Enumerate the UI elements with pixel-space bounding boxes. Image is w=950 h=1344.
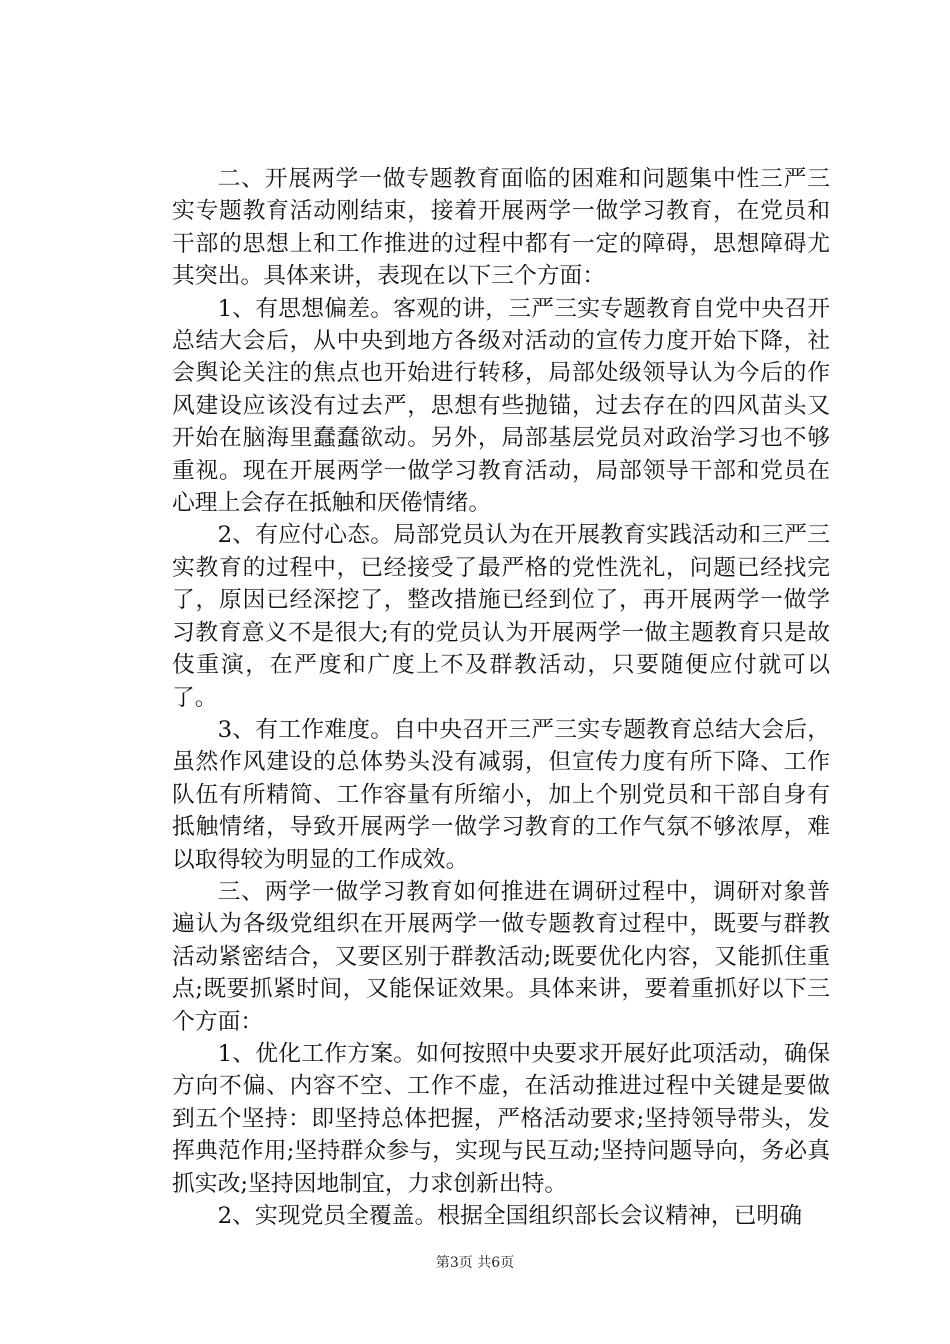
paragraph-work-difficulty: 3、有工作难度。自中央召开三严三实专题教育总结大会后，虽然作风建设的总体势头没有减弱，但宣传力度有所下降、工作队伍有所精简、工作容量有所缩小，加上个别党员和干部自身有抵触情绪，导致开展两学一做学习教育的工作气氛不够浓厚，难以取得较为明显的工作成效。: [172, 716, 830, 873]
paragraph-perfunctory-attitude: 2、有应付心态。局部党员认为在开展教育实践活动和三严三实教育的过程中，已经接受了最严格的党性洗礼，问题已经找完了，原因已经深挖了，整改措施已经到位了，再开展两学一做学习教育意义不是很大;有的党员认为开展两学一做主题教育只是故伎重演，在严度和广度上不及群教活动，只要随便应付就可以了。: [172, 522, 830, 711]
page-footer: [0, 1254, 950, 1272]
document-body: [172, 163, 830, 1232]
paragraph-optimize-plan: 1、优化工作方案。如何按照中央要求开展好此项活动，确保方向不偏、内容不空、工作不虚，在活动推进过程中关键是要做到五个坚持：即坚持总体把握，严格活动要求;坚持领导带头，发挥典范作用;坚持群众参与，实现与民互动;坚持问题导向，务必真抓实改;坚持因地制宜，力求创新出特。: [172, 1040, 830, 1197]
paragraph-ideological-deviation: 1、有思想偏差。客观的讲，三严三实专题教育自党中央召开总结大会后，从中央到地方各级对活动的宣传力度开始下降，社会舆论关注的焦点也开始进行转移，局部处级领导认为今后的作风建设应该没有过去严，思想有些抛锚，过去存在的四风苗头又开始在脑海里蠢蠢欲动。另外，局部基层党员对政治学习也不够重视。现在开展两学一做学习教育活动，局部领导干部和党员在心理上会存在抵触和厌倦情绪。: [172, 295, 830, 517]
paragraph-section-two-intro: 二、开展两学一做专题教育面临的困难和问题集中性三严三实专题教育活动刚结束，接着开展两学一做学习教育，在党员和干部的思想上和工作推进的过程中都有一定的障碍，思想障碍尤其突出。具体来讲，表现在以下三个方面：: [172, 166, 830, 290]
paragraph-full-coverage: 2、实现党员全覆盖。根据全国组织部长会议精神，已明确: [217, 1203, 803, 1229]
paragraph-section-three-intro: 三、两学一做学习教育如何推进在调研过程中，调研对象普遍认为各级党组织在开展两学一做专题教育过程中，既要与群教活动紧密结合，又要区别于群教活动;既要优化内容，又能抓住重点;既要抓紧时间，又能保证效果。具体来讲，要着重抓好以下三个方面：: [172, 878, 830, 1035]
page-number: 第3页 共6页: [435, 1255, 515, 1271]
